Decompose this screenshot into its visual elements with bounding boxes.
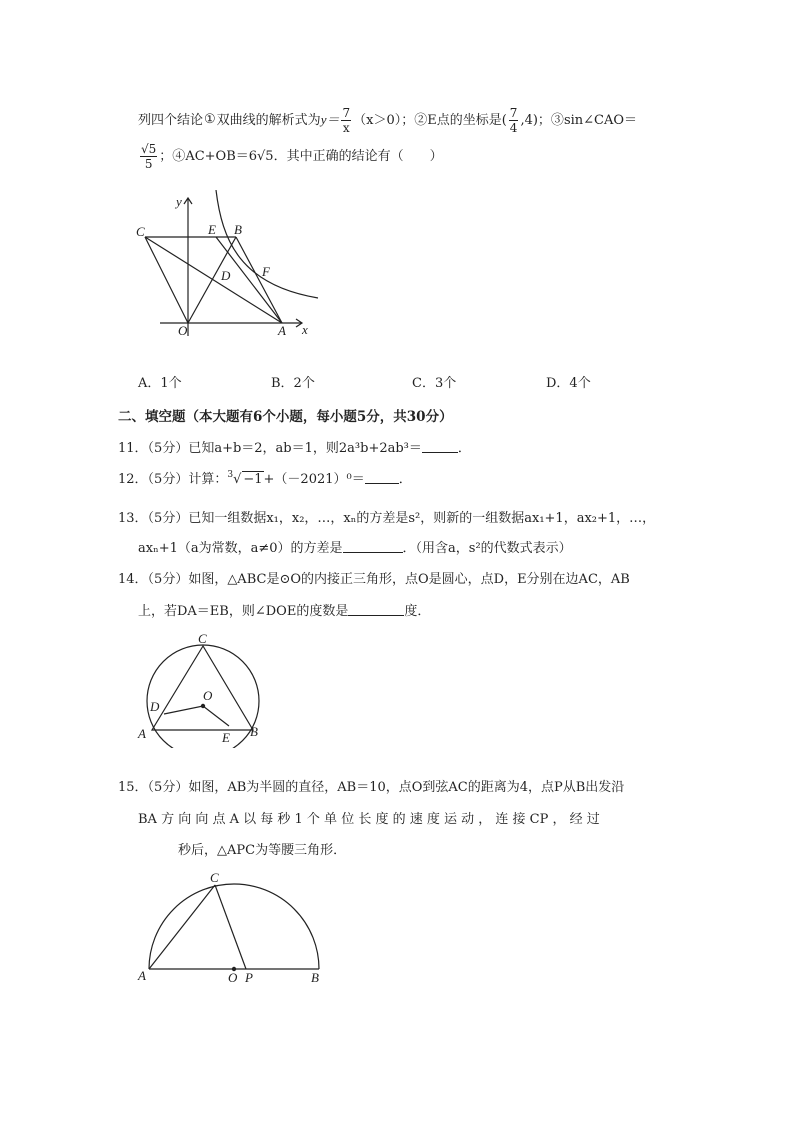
q10-line1 [138, 106, 637, 135]
q12-end: ． [398, 472, 412, 487]
q15-line3 [138, 842, 346, 860]
label-P: P [245, 970, 253, 985]
q10-c3-text: sin∠CAO＝ [563, 113, 638, 128]
q11-text: 11．（5分）已知a+b＝2，ab＝1，则2a³b+2ab³＝ [118, 441, 422, 456]
q14-line2 [138, 603, 430, 621]
option-a[interactable]: A．1个 [138, 376, 182, 391]
circled-3: ③ [550, 113, 564, 128]
q12-rest: +（－2021）⁰＝ [263, 472, 365, 487]
label-B: B [250, 724, 258, 739]
circled-2: ② [414, 113, 428, 128]
label-C: C [198, 631, 207, 646]
semicircle [149, 884, 319, 969]
q15-figure [132, 866, 332, 991]
label-x: x [302, 322, 308, 337]
q13-answer-blank[interactable] [343, 540, 403, 553]
label-A: A [138, 726, 146, 741]
q10-semicolon: ； [159, 149, 173, 164]
option-b[interactable]: B．2个 [271, 376, 315, 391]
q14-figure [132, 628, 272, 748]
q10-c2-text: E点的坐标是( [427, 113, 507, 128]
q15-line2: BA 方 向 向 点 A 以 每 秒 1 个 单 位 长 度 的 速 度 运 动 ， 连 接 CP ， 经 过 [138, 812, 600, 827]
circled-4: ④ [172, 149, 186, 164]
label-C: C [136, 224, 145, 239]
q10-intro: 列四个结论 [138, 113, 204, 128]
q10-line2 [138, 142, 443, 171]
label-D: D [221, 268, 231, 283]
label-O: O [203, 688, 213, 703]
segment-CA [145, 237, 282, 323]
label-A: A [278, 323, 286, 338]
segment-CP [215, 885, 246, 969]
center-dot [201, 704, 205, 708]
q10-y-eq: y＝ [320, 112, 340, 127]
q13-line2-end: ．（用含a，s²的代数式表示） [402, 541, 572, 556]
q12-radicand: −1 [243, 472, 263, 487]
segment-DOE [164, 706, 229, 726]
q10-c2-tail: ,4)； [520, 113, 551, 128]
q10-c4-text: AC+OB＝6√5．其中正确的结论有（ ） [185, 149, 443, 164]
label-y: y [176, 194, 182, 209]
circled-1: ① [204, 112, 216, 127]
label-C: C [210, 870, 219, 885]
q13-line2-text: axₙ+1（a为常数，a≠0）的方差是 [138, 541, 343, 556]
segment-BA [236, 237, 282, 323]
q10-frac3: $\frac{√5}{5}$ [141, 142, 157, 171]
section2-heading: 二、填空题（本大题有6个小题，每小题5分，共30分） [118, 409, 453, 425]
q15-line3-text: 秒后，△APC为等腰三角形． [178, 843, 347, 858]
q10-cond: （x＞0）； [353, 113, 415, 128]
q13-line1: 13．（5分）已知一组数据x₁，x₂，…，xₙ的方差是s²，则新的一组数据ax₁+1，ax₂+1，…， [118, 511, 656, 526]
q15-answer-blank[interactable] [138, 843, 178, 855]
q14-line1: 14．（5分）如图，△ABC是⊙O的内接正三角形，点O是圆心，点D，E分别在边AC，AB [118, 572, 630, 587]
q13-line2 [138, 540, 572, 558]
chord-AC [149, 885, 215, 969]
q10-frac2: $\frac{7}{4}$ [509, 106, 518, 135]
q12-root-index: 3 [227, 470, 234, 480]
q14-line2-text: 上，若DA＝EB，则∠DOE的度数是 [138, 604, 349, 619]
label-O: O [228, 970, 238, 985]
label-E: E [222, 730, 230, 745]
label-A: A [138, 968, 146, 983]
hyperbola-curve [216, 190, 318, 298]
label-O: O [178, 323, 188, 338]
option-d[interactable]: D．4个 [546, 376, 591, 391]
q10-c1-text: 双曲线的解析式为 [216, 113, 321, 128]
label-B: B [311, 970, 319, 985]
q10-figure [130, 190, 330, 340]
q12-line [118, 471, 412, 489]
q14-answer-blank[interactable] [348, 603, 404, 616]
q11-line [118, 440, 471, 458]
q11-answer-blank[interactable] [422, 440, 458, 453]
label-B: B [234, 222, 242, 237]
label-E: E [208, 222, 216, 237]
q12-prefix: 12．（5分）计算： [118, 472, 228, 487]
radical-icon: √ [233, 472, 242, 487]
option-c[interactable]: C．3个 [412, 376, 457, 391]
q14-line2-end: 度． [404, 604, 431, 619]
q12-answer-blank[interactable] [365, 471, 399, 484]
q15-line1: 15．（5分）如图，AB为半圆的直径，AB＝10，点O到弦AC的距离为4，点P从B出发沿 [118, 780, 625, 795]
q11-end: ． [457, 441, 471, 456]
q10-frac1: $\frac{7}{x}$ [342, 106, 351, 135]
label-F: F [262, 264, 270, 279]
label-D: D [150, 699, 160, 714]
